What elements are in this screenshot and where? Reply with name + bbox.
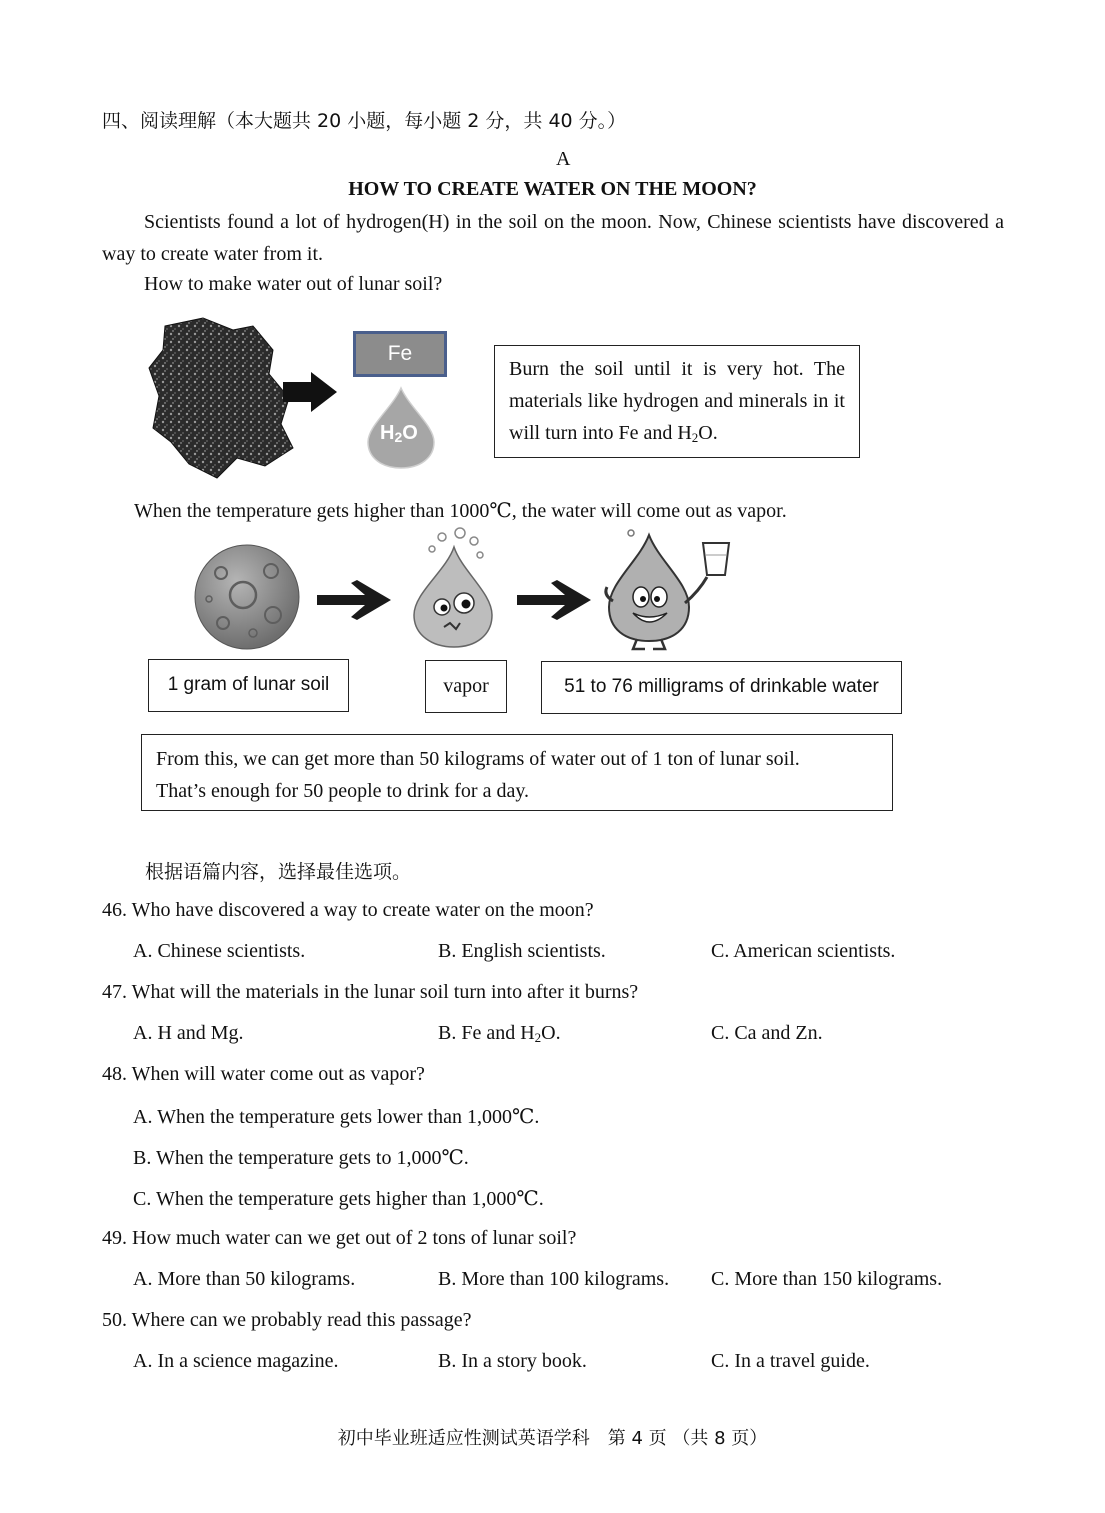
question-48: 48. When will water come out as vapor? [102,1063,425,1085]
lunar-soil-rock-icon [145,316,295,482]
label-vapor: vapor [425,660,507,713]
option-49-b: B. More than 100 kilograms. [438,1268,670,1290]
option-48-a: A. When the temperature gets lower than 1,000℃. [133,1106,540,1128]
question-47: 47. What will the materials in the lunar soil turn into after it burns? [102,981,639,1003]
option-46-b: B. English scientists. [438,940,606,962]
option-49-a: A. More than 50 kilograms. [133,1268,356,1290]
option-48-c: C. When the temperature gets higher than 1,000℃. [133,1188,544,1210]
temperature-line: When the temperature gets higher than 1000℃, the water will come out as vapor. [134,500,787,522]
option-47-c: C. Ca and Zn. [711,1022,823,1044]
right-arrow-icon [517,580,591,620]
right-arrow-icon [317,580,391,620]
option-50-a: A. In a science magazine. [133,1350,339,1372]
option-50-b: B. In a story book. [438,1350,587,1372]
label-drinkable-water: 51 to 76 milligrams of drinkable water [541,661,902,714]
summary-box [141,734,893,811]
option-47-a: A. H and Mg. [133,1022,244,1044]
question-46: 46. Who have discovered a way to create water on the moon? [102,899,594,921]
option-49-c: C. More than 150 kilograms. [711,1268,943,1290]
vapor-drop-character-icon [408,527,496,651]
h2o-label: $H_2O$ [380,422,418,445]
intro-paragraph: Scientists found a lot of hydrogen(H) in the soil on the moon. Now, Chinese scientists have discovered a way to create water from it. [102,211,1004,265]
page-footer: 初中毕业班适应性测试英语学科 第 4 页 （共 8 页） [337,1428,768,1449]
question-49: 49. How much water can we get out of 2 tons of lunar soil? [102,1227,577,1249]
section-heading: 四、阅读理解（本大题共 20 小题，每小题 2 分，共 40 分。） [102,110,627,132]
moon-icon [193,543,301,651]
instruction: 根据语篇内容，选择最佳选项。 [145,861,412,883]
passage-title: HOW TO CREATE WATER ON THE MOON? [348,178,757,200]
burn-explanation-box: Burn the soil until it is very hot. The materials like hydrogen and minerals in it will turn into Fe and $H_2O$. [494,345,860,458]
summary-line: That’s enough for 50 people to drink for a day. [156,780,530,802]
fe-element-box: Fe [353,331,447,377]
happy-water-drop-character-icon [603,525,739,653]
option-46-a: A. Chinese scientists. [133,940,306,962]
option-48-b: B. When the temperature gets to 1,000℃. [133,1147,469,1169]
right-arrow-icon [283,372,337,412]
question-50: 50. Where can we probably read this passage? [102,1309,472,1331]
option-46-c: C. American scientists. [711,940,896,962]
summary-line: From this, we can get more than 50 kilograms of water out of 1 ton of lunar soil. [156,748,800,770]
question-line: How to make water out of lunar soil? [144,273,443,295]
option-47-b: B. Fe and $H_2O$. [438,1022,561,1045]
option-50-c: C. In a travel guide. [711,1350,870,1372]
label-lunar-soil: 1 gram of lunar soil [148,659,349,712]
passage-letter: A [556,148,571,170]
